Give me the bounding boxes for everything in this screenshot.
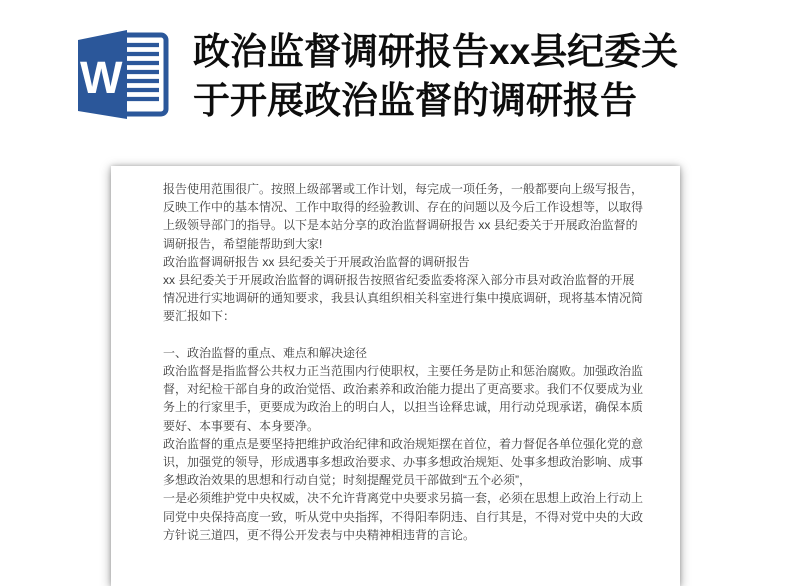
- doc-line: 多想政治效果的思想和行动自觉；时刻提醒党员干部做到“五个必须”，: [163, 473, 531, 488]
- doc-line: [163, 326, 643, 344]
- page-title-line-2: 于开展政治监督的调研报告: [193, 80, 637, 121]
- doc-line: 要好、本事要有、本身要净。: [163, 418, 320, 433]
- doc-line: 督，对纪检干部自身的政治觉悟、政治素养和政治能力提出了更高要求。我们不仅要成为业: [163, 382, 644, 397]
- word-icon: [70, 30, 170, 120]
- document-header: [0, 0, 800, 140]
- page-title: [193, 27, 753, 125]
- doc-line: 报告使用范围很广。按照上级部署或工作计划，每完成一项任务，一般都要向上级写报告，: [163, 182, 644, 196]
- word-icon-letter: W: [80, 52, 123, 103]
- doc-line: 同党中央保持高度一致，听从党中央指挥，不得阳奉阴违、自行其是，不得对党中央的大政: [163, 509, 644, 524]
- doc-line: 调研报告，希望能帮助到大家!: [163, 236, 323, 251]
- doc-line: 方针说三道四，更不得公开发表与中央精神相违背的言论。: [163, 527, 476, 542]
- doc-line: 务上的行家里手，更要成为政治上的明白人，以担当诠释忠诚，用行动兑现承诺，确保本质: [163, 400, 644, 415]
- doc-line: 识，加强党的领导，形成遇事多想政治要求、办事多想政治规矩、处事多想政治影响、成事: [163, 455, 644, 470]
- doc-line: 一、政治监督的重点、难点和解决途径: [163, 345, 368, 360]
- doc-line: 情况进行实地调研的通知要求，我县认真组织相关科室进行集中摸底调研，现将基本情况简: [163, 291, 644, 306]
- doc-line: xx 县纪委关于开展政治监督的调研报告按照省纪委监委将深入部分市县对政治监督的开展: [163, 273, 635, 288]
- doc-line: 上级领导部门的指导。以下是本站分享的政治监督调研报告 xx 县纪委关于开展政治监督的: [163, 218, 638, 233]
- doc-line: 一是必须维护党中央权威，决不允许背离党中央要求另搞一套，必须在思想上政治上行动上: [163, 491, 644, 506]
- doc-line: 政治监督的重点是要坚持把维护政治纪律和政治规矩摆在首位，着力督促各单位强化党的意: [163, 436, 644, 451]
- page-title-line-1: 政治监督调研报告xx县纪委关: [193, 31, 679, 72]
- doc-line: 要汇报如下：: [163, 309, 236, 324]
- doc-line: 政治监督是指监督公共权力正当范围内行使职权，主要任务是防止和惩治腐败。加强政治监: [163, 364, 644, 379]
- document-page-preview: [111, 166, 680, 586]
- doc-line: 政治监督调研报告 xx 县纪委关于开展政治监督的调研报告: [163, 254, 470, 269]
- doc-line: 反映工作中的基本情况、工作中取得的经验教训、存在的问题以及今后工作设想等，以取得: [163, 200, 644, 215]
- word-icon-sheet-lines: [122, 45, 159, 99]
